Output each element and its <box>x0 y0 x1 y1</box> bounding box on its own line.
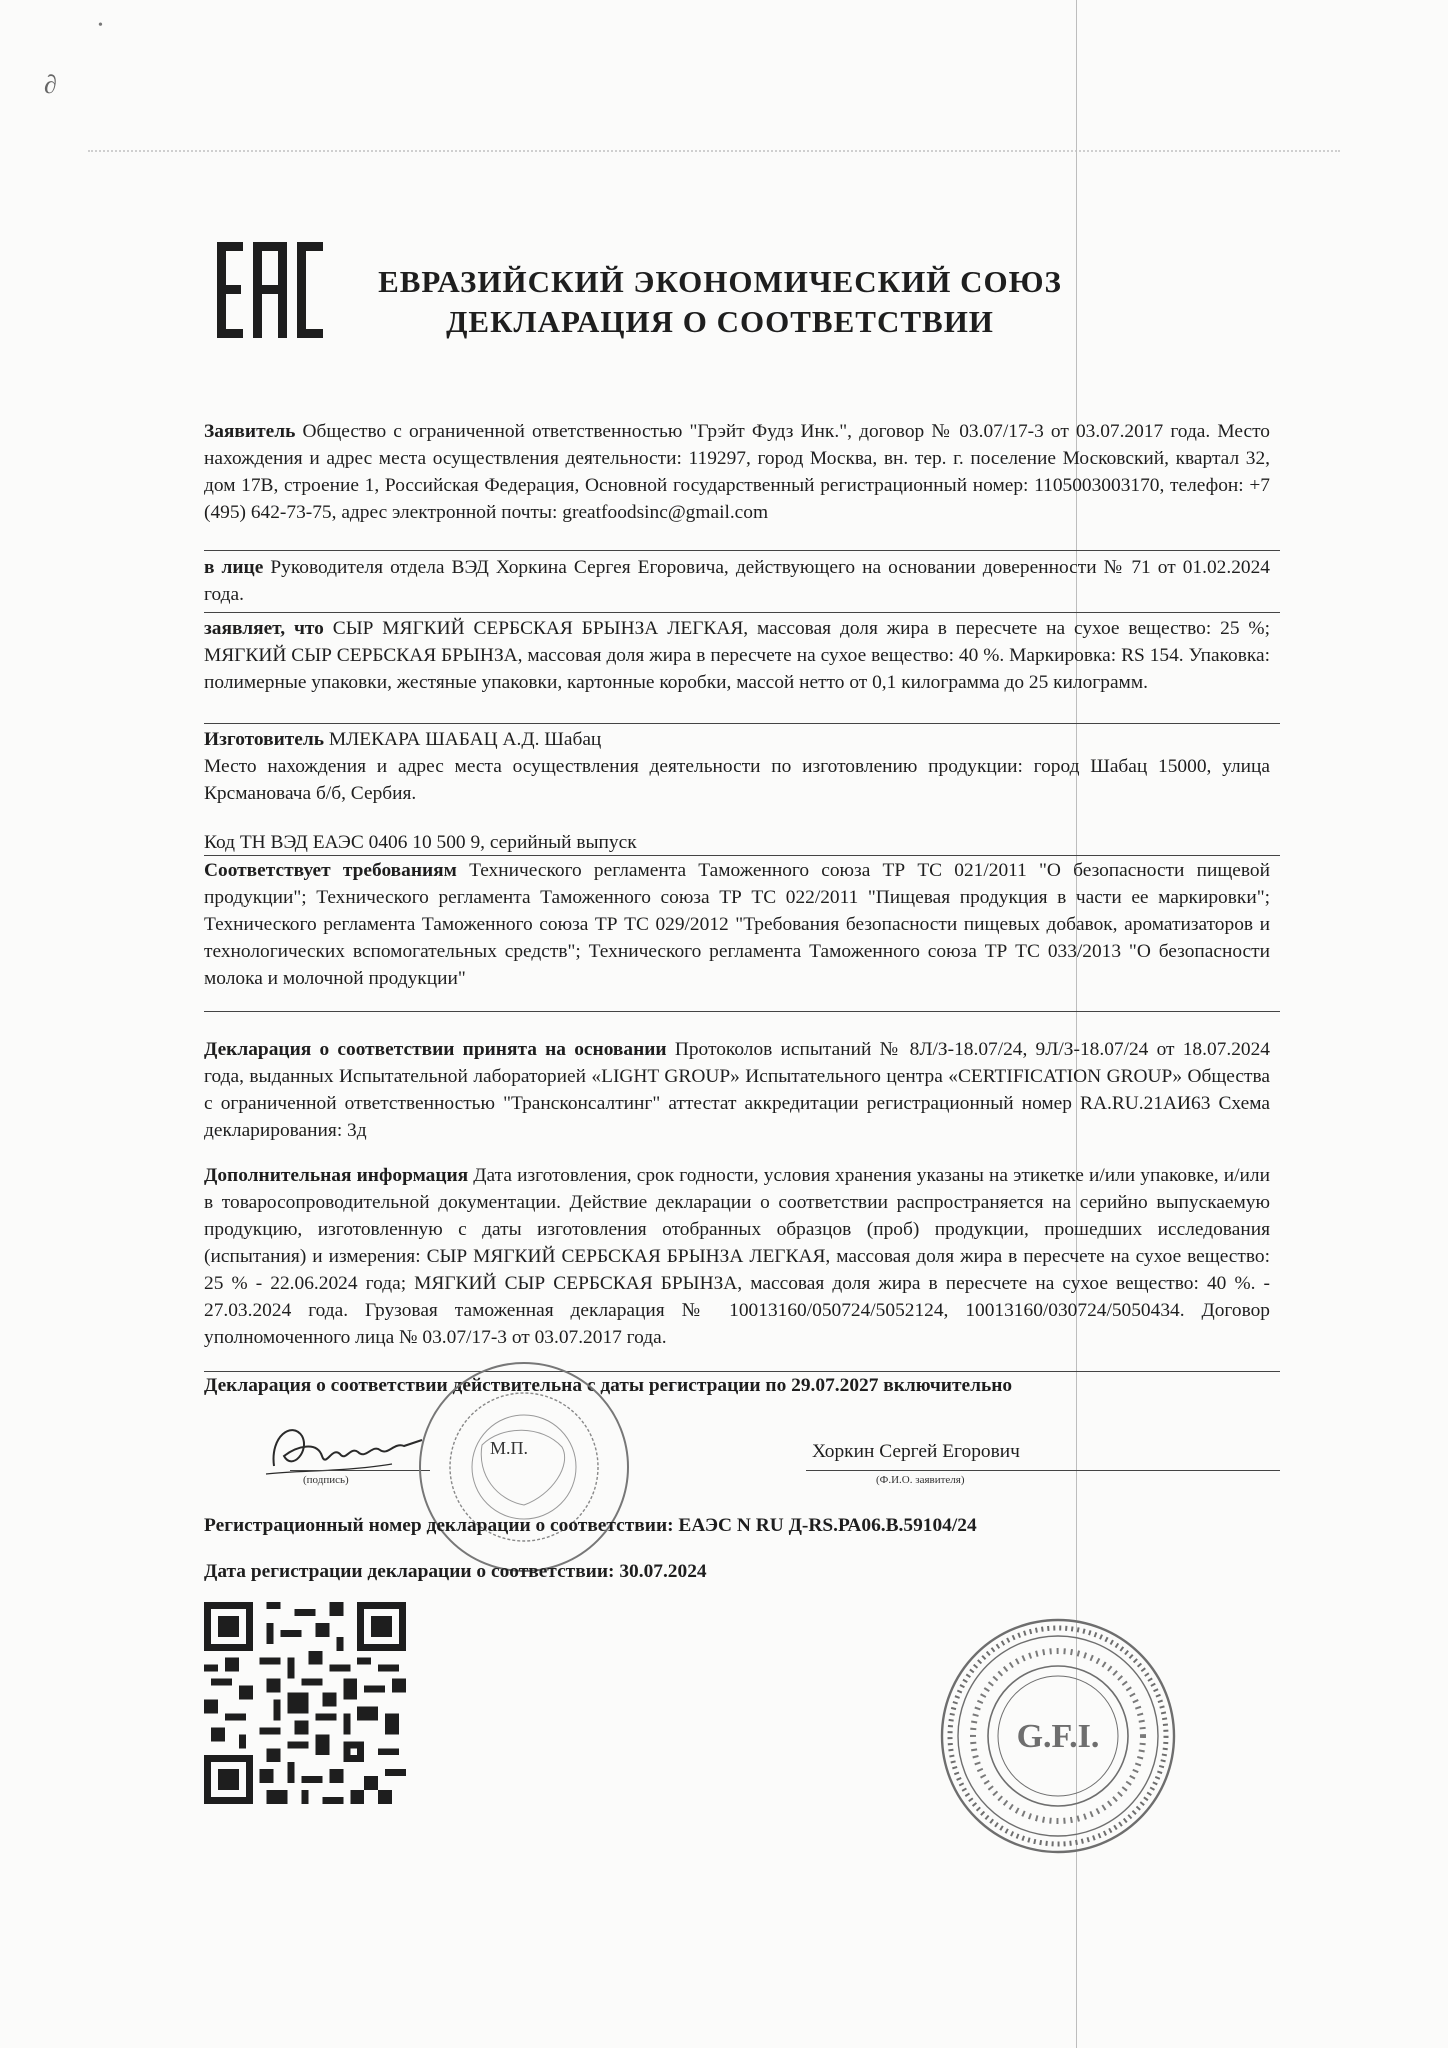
representative-label: в лице <box>204 557 264 578</box>
applicant-stamp <box>412 1355 637 1580</box>
name-caption: (Ф.И.О. заявителя) <box>876 1474 965 1486</box>
applicant-signature <box>262 1416 432 1482</box>
validity-statement: Декларация о соответствии действительна с даты регистрации по 29.07.2027 включительно <box>204 1375 1013 1396</box>
additional-section <box>204 1162 1270 1351</box>
company-stamp <box>938 1616 1178 1856</box>
additional-text: Дата изготовления, срок годности, условия хранения указаны на этикетке и/или упаковке, и/или в товаросопроводительной документации. Действие декларации о соответствии распространяется на серийно выпускаемую продукцию, изготовленную с даты изготовления отобранных образцов (проб) продукции, прошедших исследования (испытания) и измерения: СЫР МЯГКИЙ СЕРБСКАЯ БРЫНЗА ЛЕГКАЯ, массовая доля жира в пересчете на сухое вещество: 25 % - 22.06.2024 года; МЯГКИЙ СЫР СЕРБСКАЯ БРЫНЗА, массовая доля жира в пересчете на сухое вещество: 40 %. - 27.03.2024 года. Грузовая таможенная декларация № 10013160/050724/5052124, 10013160/030724/5050434. Договор уполномоченного лица № 03.07/17-3 от 03.07.2017 года. <box>204 1165 1270 1348</box>
signer-name: Хоркин Сергей Егорович <box>812 1441 1020 1462</box>
eac-logo <box>215 242 325 338</box>
applicant-text: Общество с ограниченной ответственностью "Грэйт Фудз Инк.", договор № 03.07/17-3 от 03.07.2017 года. Место нахождения и адрес места осуществления деятельности: 119297, город Москва, вн. тер. г. поселение Московский, квартал 32, дом 17В, строение 1, Российская Федерация, Основной государственный регистрационный номер: 1105003003170, телефон: +7 (495) 642-73-75, адрес электронной почты: greatfoodsinc@gmail.com <box>204 421 1270 523</box>
representative-text: Руководителя отдела ВЭД Хоркина Сергея Егоровича, действующего на основании доверенности № 71 от 01.02.2024 года. <box>204 557 1270 605</box>
conformity-section <box>204 857 1270 992</box>
page-title <box>330 262 1110 342</box>
title-line-union: ЕВРАЗИЙСКИЙ ЭКОНОМИЧЕСКИЙ СОЮЗ <box>378 264 1062 299</box>
manufacturer-address: Место нахождения и адрес места осуществления деятельности по изготовлению продукции: город Шабац 15000, улица Крсмановача б/б, Сербия. <box>204 756 1270 804</box>
manufacturer-section <box>204 726 1270 807</box>
declares-text: СЫР МЯГКИЙ СЕРБСКАЯ БРЫНЗА ЛЕГКАЯ, массовая доля жира в пересчете на сухое вещество: 25 %; МЯГКИЙ СЫР СЕРБСКАЯ БРЫНЗА, массовая доля жира в пересчете на сухое вещество: 40 %. Маркировка: RS 154. Упаковка: полимерные упаковки, жестяные упаковки, картонные коробки, массой нетто от 0,1 килограмма до 25 килограмм. <box>204 618 1270 693</box>
applicant-label: Заявитель <box>204 421 296 442</box>
conformity-label: Соответствует требованиям <box>204 860 457 881</box>
scan-mark: ∂ <box>44 70 57 99</box>
divider <box>204 550 1280 551</box>
divider <box>204 855 1280 856</box>
basis-text: Протоколов испытаний № 8Л/З-18.07/24, 9Л/З-18.07/24 от 18.07.2024 года, выданных Испытательной лабораторией «LIGHT GROUP» Испытательного центра «CERTIFICATION GROUP» Общества с ограниченной ответственностью "Трансконсалтинг" аттестат аккредитации регистрационный номер RA.RU.21АИ63 Схема декларирования: 3д <box>204 1039 1270 1141</box>
manufacturer-name: МЛЕКАРА ШАБАЦ А.Д. Шабац <box>328 729 602 750</box>
divider <box>204 723 1280 724</box>
representative-section <box>204 554 1270 608</box>
title-line-declaration: ДЕКЛАРАЦИЯ О СООТВЕТСТВИИ <box>446 304 994 339</box>
manufacturer-label: Изготовитель <box>204 729 325 750</box>
conformity-text: Технического регламента Таможенного союза ТР ТС 021/2011 "О безопасности пищевой продукции"; Технического регламента Таможенного союза ТР ТС 022/2011 "Пищевая продукция в части ее маркировки"; Технического регламента Таможенного союза ТР ТС 029/2012 "Требования безопасности пищевых добавок, ароматизаторов и технологических вспомогательных средств"; Технического регламента Таможенного союза ТР ТС 033/2013 "О безопасности молока и молочной продукции" <box>204 860 1270 989</box>
divider <box>204 612 1280 613</box>
scan-top-edge <box>88 150 1340 152</box>
stamp-caption: М.П. <box>490 1438 529 1458</box>
registration-date: Дата регистрации декларации о соответствии: 30.07.2024 <box>204 1561 707 1582</box>
qr-code <box>204 1602 406 1804</box>
registration-number: Регистрационный номер декларации о соответствии: ЕАЭС N RU Д-RS.РА06.В.59104/24 <box>204 1515 977 1536</box>
name-line <box>806 1470 1280 1471</box>
stamp-gfi-text: G.F.I. <box>1016 1718 1100 1755</box>
additional-label: Дополнительная информация <box>204 1165 469 1186</box>
basis-section <box>204 1036 1270 1144</box>
signature-line <box>290 1470 430 1471</box>
basis-label: Декларация о соответствии принята на основании <box>204 1039 667 1060</box>
applicant-section <box>204 418 1270 526</box>
tn-ved-code: Код ТН ВЭД ЕАЭС 0406 10 500 9, серийный выпуск <box>204 832 637 853</box>
declares-label: заявляет, что <box>204 618 324 639</box>
scan-dot: • <box>98 18 103 33</box>
signature-caption: (подпись) <box>303 1474 349 1486</box>
declares-section <box>204 615 1270 696</box>
divider <box>204 1011 1280 1012</box>
